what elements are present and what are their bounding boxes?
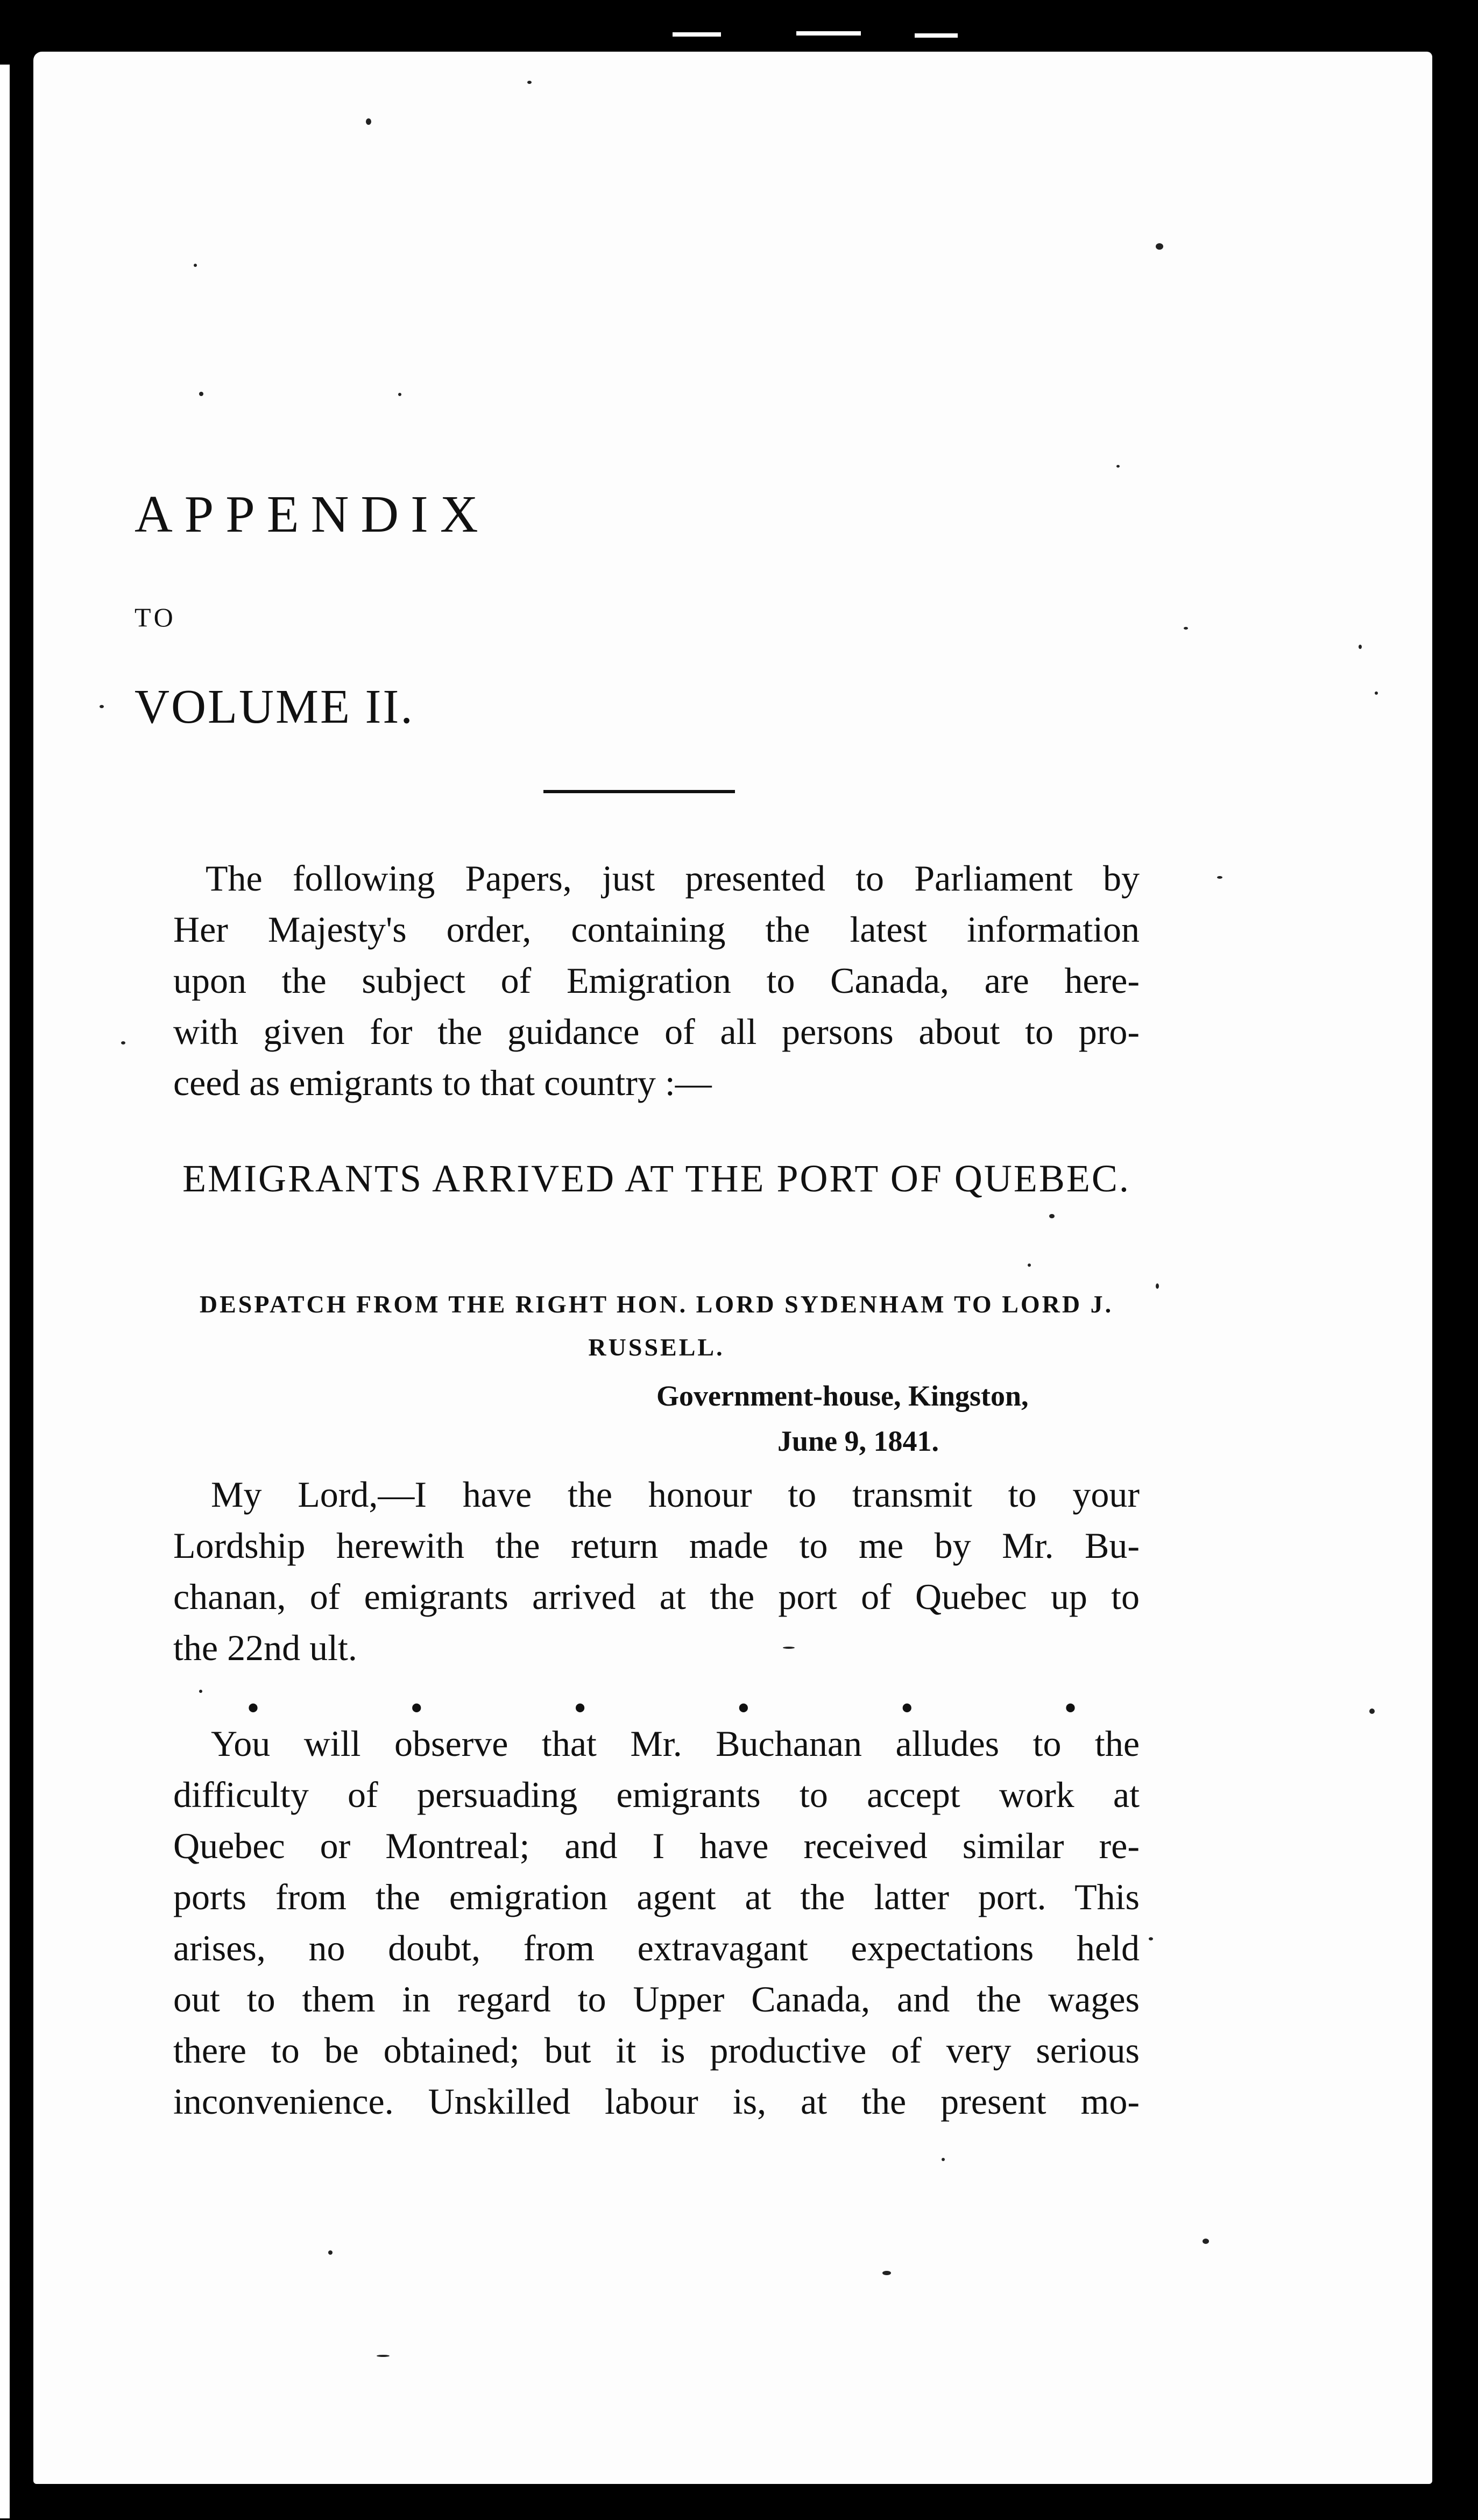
speck (199, 392, 203, 396)
letter-line: inconvenience. Unskilled labour is, at the present mo- (173, 2081, 1140, 2122)
ellipsis-dot: • (901, 1690, 913, 1726)
speck (1116, 465, 1120, 468)
letter-line: difficulty of persuading emigrants to accept work at (173, 1774, 1140, 1815)
speck (1203, 2239, 1209, 2244)
section-heading: EMIGRANTS ARRIVED AT THE PORT OF QUEBEC. (182, 1157, 1130, 1200)
edge-fleck (796, 31, 861, 36)
speck (1359, 645, 1362, 649)
speck (1156, 243, 1163, 250)
speck (328, 2250, 333, 2255)
intro-line: with given for the guidance of all persons about to pro- (173, 1011, 1140, 1052)
dateline-date: June 9, 1841. (777, 1425, 939, 1457)
letter-line: Lordship herewith the return made to me by Mr. Bu- (173, 1525, 1140, 1566)
dateline-place: Government-house, Kingston, (656, 1380, 1029, 1412)
letter-line: out to them in regard to Upper Canada, and the wages (173, 1979, 1140, 2020)
intro-line: upon the subject of Emigration to Canada, are here- (173, 960, 1140, 1001)
appendix-title: APPENDIX (135, 485, 490, 543)
speck (121, 1041, 125, 1044)
speck (366, 118, 371, 125)
intro-paragraph (173, 853, 1140, 1109)
ellipsis-dot: • (411, 1690, 422, 1726)
ellipsis-dot: • (738, 1690, 749, 1726)
edge-fleck (915, 33, 958, 38)
ellipsis-dot: • (247, 1690, 259, 1726)
letter-line: there to be obtained; but it is productive of very serious (173, 2030, 1140, 2071)
intro-line: ceed as emigrants to that country :— (173, 1062, 712, 1103)
speck (1049, 1214, 1055, 1218)
edge-fleck (673, 32, 721, 37)
despatch-heading: DESPATCH FROM THE RIGHT HON. LORD SYDENHAM TO LORD J. RUSSELL. (199, 1290, 1114, 1361)
ellipsis-dot: • (1064, 1690, 1076, 1726)
speck (527, 81, 532, 84)
letter-line: Quebec or Montreal; and I have received similar re- (173, 1825, 1140, 1866)
letter-line: arises, no doubt, from extravagant expectations held (173, 1928, 1140, 1968)
intro-line: Her Majesty's order, containing the latest information (173, 909, 1140, 950)
speck (1028, 1263, 1031, 1267)
letter-line: My Lord,—I have the honour to transmit to your (211, 1474, 1140, 1515)
speck (398, 393, 401, 396)
letter-paragraph-1 (173, 1469, 1140, 1674)
letter-line: the 22nd ult. (173, 1627, 357, 1668)
letter-line: chanan, of emigrants arrived at the port of Quebec up to (173, 1576, 1140, 1617)
page-left-edge (0, 65, 10, 2518)
speck (1369, 1709, 1375, 1714)
appendix-title-to: TO (135, 602, 176, 632)
speck (1217, 876, 1222, 879)
speck (882, 2271, 891, 2275)
speck (194, 264, 197, 267)
title-rule (543, 790, 735, 793)
letter-paragraph-2 (173, 1718, 1140, 2127)
ellipsis-dot: • (574, 1690, 586, 1726)
speck (1156, 1283, 1159, 1289)
speck (1149, 1937, 1153, 1940)
letter-line: ports from the emigration agent at the latter port. This (173, 1876, 1140, 1917)
speck (100, 705, 104, 708)
speck (377, 2355, 390, 2357)
speck (199, 1690, 202, 1693)
speck (942, 2158, 945, 2161)
letter-line: You will observe that Mr. Buchanan alludes to the (211, 1723, 1140, 1764)
volume-title: VOLUME II. (135, 680, 414, 733)
intro-line: The following Papers, just presented to Parliament by (206, 858, 1140, 899)
